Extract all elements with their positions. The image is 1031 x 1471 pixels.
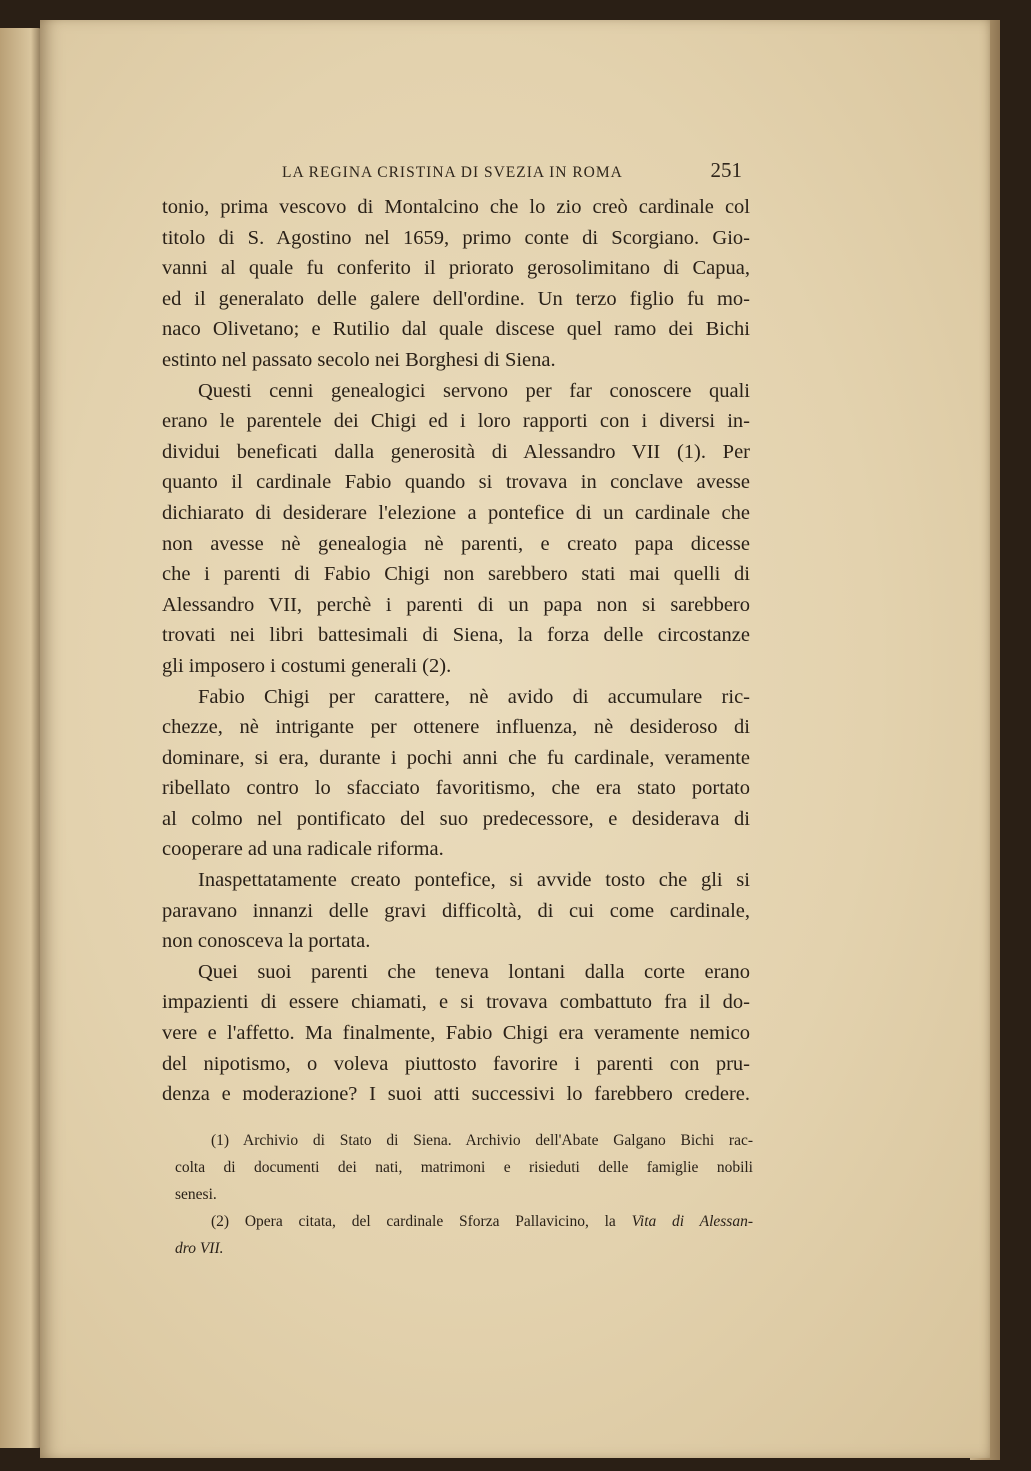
text-line: trovati nei libri battesimali di Siena, la forza delle circostanze xyxy=(162,624,750,647)
footnotes xyxy=(175,1127,753,1262)
text-line: Fabio Chigi per carattere, nè avido di accumulare ric- xyxy=(198,685,750,708)
text-line: al colmo nel pontificato del suo predecessore, e desiderava di xyxy=(162,807,750,830)
text-line: non avesse nè genealogia nè parenti, e creato papa dicesse xyxy=(162,532,750,555)
text-line: denza e moderazione? I suoi atti successivi lo farebbero credere. xyxy=(162,1083,750,1106)
page-header xyxy=(160,158,750,188)
footnote-1-line: (1) Archivio di Stato di Siena. Archivio dell'Abate Galgano Bichi rac- xyxy=(211,1132,753,1149)
footnote-2-title: Vita di Alessan- xyxy=(631,1213,753,1230)
running-title: LA REGINA CRISTINA DI SVEZIA IN ROMA xyxy=(282,164,623,181)
text-line: ribellato contro lo sfacciato favoritismo, che era stato portato xyxy=(162,777,750,800)
text-line: Questi cenni genealogici servono per far conoscere quali xyxy=(198,379,750,402)
text-line: vere e l'affetto. Ma finalmente, Fabio Chigi era veramente nemico xyxy=(162,1022,750,1045)
footnote-2-line xyxy=(175,1235,753,1262)
text-line: non conosceva la portata. xyxy=(162,930,371,953)
text-line: che i parenti di Fabio Chigi non sarebbero stati mai quelli di xyxy=(162,563,750,586)
footnote-2-title-end: dro VII. xyxy=(175,1240,224,1257)
text-line: Quei suoi parenti che teneva lontani dalla corte erano xyxy=(198,960,750,983)
text-line: dominare, si era, durante i pochi anni che fu cardinale, veramente xyxy=(162,746,750,769)
text-line: Inaspettatamente creato pontefice, si avvide tosto che gli si xyxy=(198,869,750,892)
text-line: ed il generalato delle galere dell'ordine. Un terzo figlio fu mo- xyxy=(162,287,750,310)
text-line: dividui beneficati dalla generosità di Alessandro VII (1). Per xyxy=(162,440,750,463)
text-line: impazienti di essere chiamati, e si trovava combattuto fra il do- xyxy=(162,991,750,1014)
text-line: erano le parentele dei Chigi ed i loro rapporti con i diversi in- xyxy=(162,410,750,433)
text-line: quanto il cardinale Fabio quando si trovava in conclave avesse xyxy=(162,471,750,494)
footnote-2-text: (2) Opera citata, del cardinale Sforza Pallavicino, la xyxy=(211,1213,616,1230)
footnote-1-line: senesi. xyxy=(175,1186,217,1203)
text-line: naco Olivetano; e Rutilio dal quale discese quel ramo dei Bichi xyxy=(162,318,750,341)
text-line: gli imposero i costumi generali (2). xyxy=(162,654,452,677)
text-line: del nipotismo, o voleva piuttosto favorire i parenti con pru- xyxy=(162,1052,750,1075)
footnote-1-line: colta di documenti dei nati, matrimoni e risieduti delle famiglie nobili xyxy=(175,1159,753,1176)
text-line: titolo di S. Agostino nel 1659, primo conte di Scorgiano. Gio- xyxy=(162,226,750,249)
text-line: estinto nel passato secolo nei Borghesi di Siena. xyxy=(162,348,556,371)
text-line: chezze, nè intrigante per ottenere influenza, nè desideroso di xyxy=(162,716,750,739)
page-number: 251 xyxy=(710,158,742,182)
text-line: dichiarato di desiderare l'elezione a pontefice di un cardinale che xyxy=(162,501,750,524)
text-line: cooperare ad una radicale riforma. xyxy=(162,838,444,861)
text-line: vanni al quale fu conferito il priorato gerosolimitano di Capua, xyxy=(162,257,750,280)
text-line: Alessandro VII, perchè i parenti di un papa non si sarebbero xyxy=(162,593,750,616)
facing-page-edge xyxy=(0,28,44,1448)
footnote-2-line xyxy=(175,1208,753,1235)
text-line: paravano innanzi delle gravi difficoltà, di cui come cardinale, xyxy=(162,899,750,922)
text-line: tonio, prima vescovo di Montalcino che lo zio creò cardinale col xyxy=(162,196,750,218)
body-text xyxy=(162,192,750,1110)
